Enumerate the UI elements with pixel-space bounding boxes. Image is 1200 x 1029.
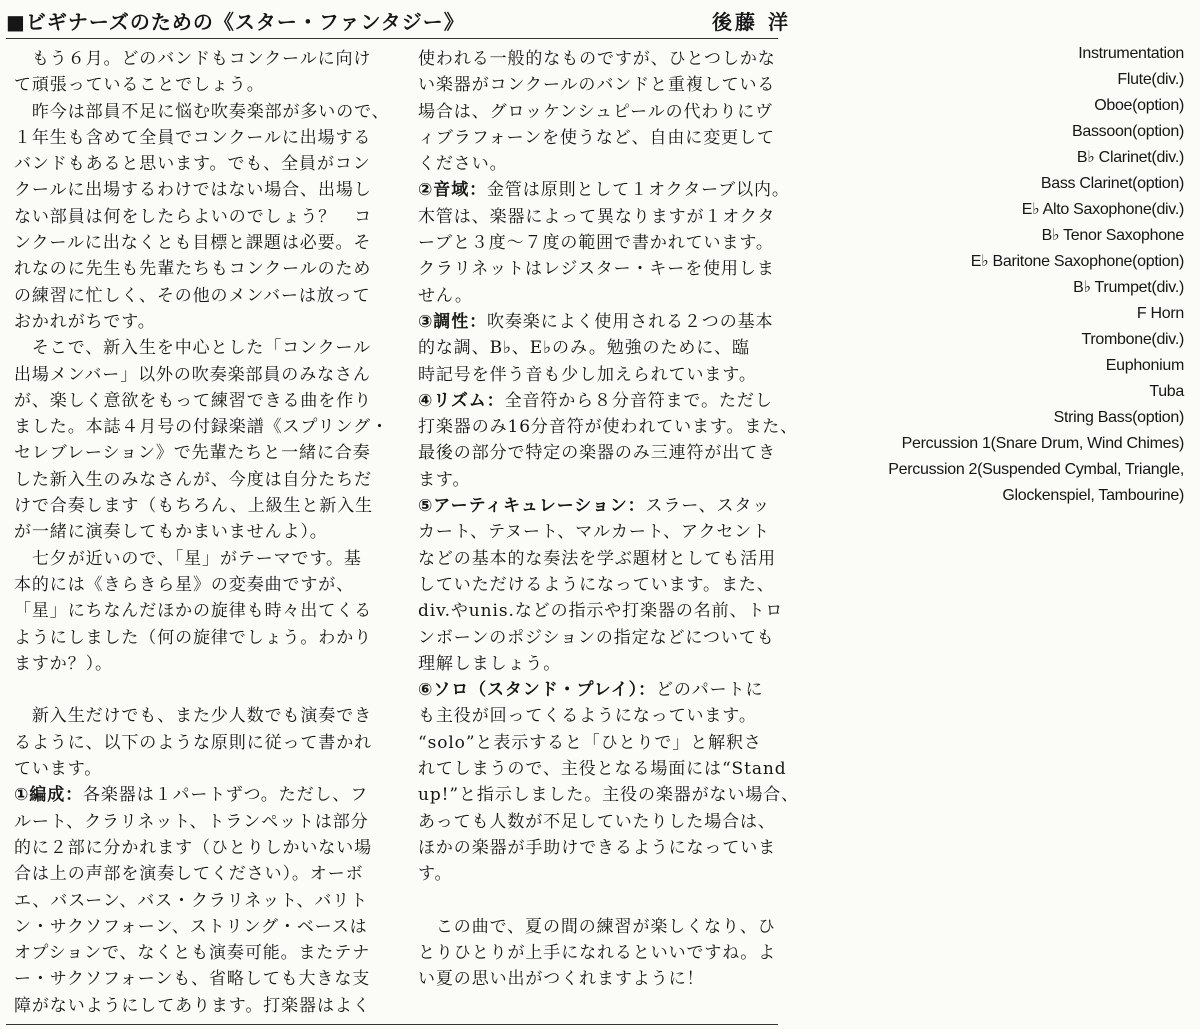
text-line: ようにしました（何の旋律でしょう。わかり: [14, 627, 372, 648]
chosei-body: [418, 335, 782, 388]
text-line: そこで、新入生を中心とした「コンクール: [14, 338, 371, 359]
rhythm-first-line: [418, 388, 782, 414]
text-line: クールに出場するわけではない場合、出場し: [14, 180, 372, 201]
text-line: 合は上の声部を演奏してください）。オーボ: [14, 864, 364, 885]
text-line: ルート、クラリネット、トランペットは部分: [14, 811, 369, 832]
text-line: ください。: [418, 154, 508, 175]
text-line: この曲で、夏の間の練習が楽しくなり、ひ: [418, 916, 776, 937]
hensei-first-line: [14, 782, 386, 808]
text-line: 最後の部分で特定の楽器のみ三連符が出てき: [418, 443, 776, 464]
text-line: とりひとりが上手になれるといいですね。よ: [418, 943, 776, 964]
instrument-item: Glockenspiel, Tambourine): [1002, 487, 1184, 504]
text-line: す。: [418, 864, 453, 885]
text-line: が一緒に演奏してもかまいませんよ）。: [14, 522, 328, 543]
text-line: エ、バスーン、バス・クラリネット、バリト: [14, 890, 369, 911]
oniki-text: 金管は原則として１オクターブ以内。: [487, 180, 790, 201]
instrument-item: B♭ Tenor Saxophone: [1041, 227, 1184, 244]
instrument-item: Percussion 1(Snare Drum, Wind Chimes): [901, 435, 1184, 452]
text-line: あっても人数が不足していたりした場合は、: [418, 811, 776, 832]
text-line: も主役が回ってくるようになっています。: [418, 706, 757, 727]
blank-line: [418, 888, 782, 914]
text-line: 場合は、グロッケンシュピールの代わりにヴ: [418, 101, 774, 122]
artic-body: [418, 519, 782, 677]
text-line: バンドもあると思います。でも、全員がコン: [14, 154, 371, 175]
instrument-item: Euphonium: [1105, 357, 1184, 374]
instrument-item: Bassoon(option): [1071, 123, 1184, 140]
text-line: もう６月。どのバンドもコンクールに向け: [14, 49, 372, 69]
text-line: 的に２部に分かれます（ひとりしかいない場: [14, 837, 372, 858]
right-intro-body: [418, 46, 782, 177]
instrument-item: F Horn: [1136, 305, 1184, 322]
instrument-item: Oboe(option): [1094, 97, 1184, 114]
text-line: い夏の思い出がつくれますように！: [418, 969, 705, 990]
text-line: 出場メンバー」以外の吹奏楽部員のみなさん: [14, 364, 371, 385]
text-line: ない部員は何をしたらよいのでしょう？ コ: [14, 206, 372, 227]
instrumentation-heading: Instrumentation: [1078, 45, 1184, 62]
artic-first-line: [418, 493, 782, 519]
text-line: “solo”と表示すると「ひとりで」と解釈さ: [418, 732, 762, 753]
rhythm-label: ④リズム：: [418, 390, 505, 411]
instrument-item: E♭ Baritone Saxophone(option): [970, 253, 1184, 270]
text-line: 七夕が近いので、「星」がテーマです。基: [14, 548, 362, 569]
text-line: 本的には《きらきら星》の変奏曲ですが、: [14, 574, 355, 595]
instrumentation-items: [888, 67, 1184, 509]
text-line: 障がないようにしてあります。打楽器はよく: [14, 995, 371, 1016]
text-line: ー・サクソフォーンも、省略しても大きな支: [14, 969, 371, 990]
text-line: 時記号を伴う音も少し加えられています。: [418, 364, 757, 385]
text-line: 使われる一般的なものですが、ひとつしかな: [418, 49, 776, 69]
article-title: ■ビギナーズのための《スター・ファンタジー》: [6, 10, 465, 34]
text-line: 理解しましょう。: [418, 653, 562, 674]
text-line: ます。: [418, 469, 471, 490]
article-right-column: [418, 46, 800, 993]
instrument-item: Flute(div.): [1117, 71, 1184, 88]
instrumentation-list: [888, 41, 1184, 509]
text-line: おかれがちです。: [14, 311, 156, 332]
text-line: が、楽しく意欲をもって練習できる曲を作り: [14, 390, 372, 411]
instrument-item: B♭ Trumpet(div.): [1073, 279, 1184, 296]
author-name: 後藤 洋: [712, 10, 791, 34]
text-line: ますか？）。: [14, 653, 113, 674]
text-line: などの基本的な奏法を学ぶ題材としても活用: [418, 548, 776, 569]
hensei-label: ①編成：: [14, 785, 83, 806]
text-line: １年生も含めて全員でコンクールに出場する: [14, 127, 372, 148]
text-line: カート、テヌート、マルカート、アクセント: [418, 522, 771, 543]
instrument-item: B♭ Clarinet(div.): [1076, 149, 1184, 166]
oniki-label: ②音域：: [418, 180, 487, 201]
text-line: ほかの楽器が手助けできるようになっていま: [418, 837, 776, 858]
rhythm-text: 全音符から８分音符まで。ただし: [504, 390, 773, 411]
text-line: した新入生のみなさんが、今度は自分たちだ: [14, 469, 372, 490]
text-line: けで合奏します（もちろん、上級生と新入生: [14, 496, 374, 517]
text-line: [14, 677, 386, 703]
text-line: セレブレーション》で先輩たちと一緒に合奏: [14, 443, 371, 464]
text-line: い楽器がコンクールのバンドと重複している: [418, 75, 776, 96]
text-line: せん。: [418, 285, 473, 306]
solo-first-line: [418, 677, 782, 703]
solo-text: どのパートに: [655, 680, 764, 701]
text-line: れなのに先生も先輩たちもコンクールのため: [14, 259, 372, 280]
text-line: て頑張っていることでしょう。: [14, 75, 265, 96]
text-line: 打楽器のみ16分音符が使われています。また、: [418, 417, 799, 438]
hensei-text: 各楽器は１パートずつ。ただし、フ: [83, 785, 369, 806]
chosei-first-line: [418, 309, 782, 335]
artic-label: ⑤アーティキュレーション：: [418, 496, 646, 517]
text-line: up!”と指示しました。主役の楽器がない場合、: [418, 785, 800, 806]
text-line: ています。: [14, 759, 103, 780]
solo-body: [418, 703, 800, 887]
text-line: オプションで、なくとも演奏可能。またテナ: [14, 943, 371, 964]
text-line: 昨今は部員不足に悩む吹奏楽部が多いので、: [14, 101, 390, 122]
text-line: の練習に忙しく、その他のメンバーは放って: [14, 285, 371, 306]
closing-body: [418, 914, 782, 993]
text-line: ィブラフォーンを使うなど、自由に変更して: [418, 127, 775, 148]
chosei-label: ③調性：: [418, 311, 487, 332]
text-line: 新入生だけでも、また少人数でも演奏でき: [14, 706, 372, 727]
text-line: 木管は、楽器によって異なりますが１オクタ: [418, 206, 776, 227]
instrument-item: Tuba: [1149, 383, 1184, 400]
oniki-first-line: [418, 177, 790, 203]
footer-rule: [6, 1024, 778, 1025]
text-line: ン・サクソフォーン、ストリング・ベースは: [14, 916, 368, 937]
text-line: クラリネットはレジスター・キーを使用しま: [418, 259, 775, 280]
text-line: 「星」にちなんだほかの旋律も時々出てくる: [14, 601, 372, 622]
text-line: れてしまうので、主役となる場面には“Stand: [418, 759, 787, 780]
instrument-item: Trombone(div.): [1081, 331, 1184, 348]
text-line: div.やunis.などの指示や打楽器の名前、トロ: [418, 601, 784, 622]
instrument-item: Percussion 2(Suspended Cymbal, Triangle,: [888, 461, 1184, 478]
text-line: していただけるようになっています。また、: [418, 574, 775, 595]
instrument-item: E♭ Alto Saxophone(div.): [1021, 201, 1184, 218]
text-line: ンクールに出なくとも目標と課題は必要。そ: [14, 233, 372, 254]
text-line: ました。本誌４月号の付録楽譜《スプリング・: [14, 417, 389, 438]
header-rule: [6, 38, 778, 39]
solo-label: ⑥ソロ（スタンド・プレイ）：: [418, 680, 656, 701]
text-line: るように、以下のような原則に従って書かれ: [14, 732, 372, 753]
chosei-text: 吹奏楽によく使用される２つの基本: [487, 311, 774, 332]
rhythm-body: [418, 414, 799, 493]
instrument-item: Bass Clarinet(option): [1040, 175, 1184, 192]
oniki-body: [418, 204, 782, 309]
text-line: ーブと３度〜７度の範囲で書かれています。: [418, 233, 774, 254]
text-line: 的な調、B♭、E♭のみ。勉強のために、臨: [418, 338, 750, 359]
article-left-body: [14, 46, 390, 782]
hensei-body: [14, 809, 386, 1019]
instrument-item: String Bass(option): [1053, 409, 1184, 426]
artic-text: スラー、スタッ: [645, 496, 771, 517]
article-left-column: [14, 46, 390, 1019]
text-line: ンボーンのポジションの指定などについても: [418, 627, 775, 648]
